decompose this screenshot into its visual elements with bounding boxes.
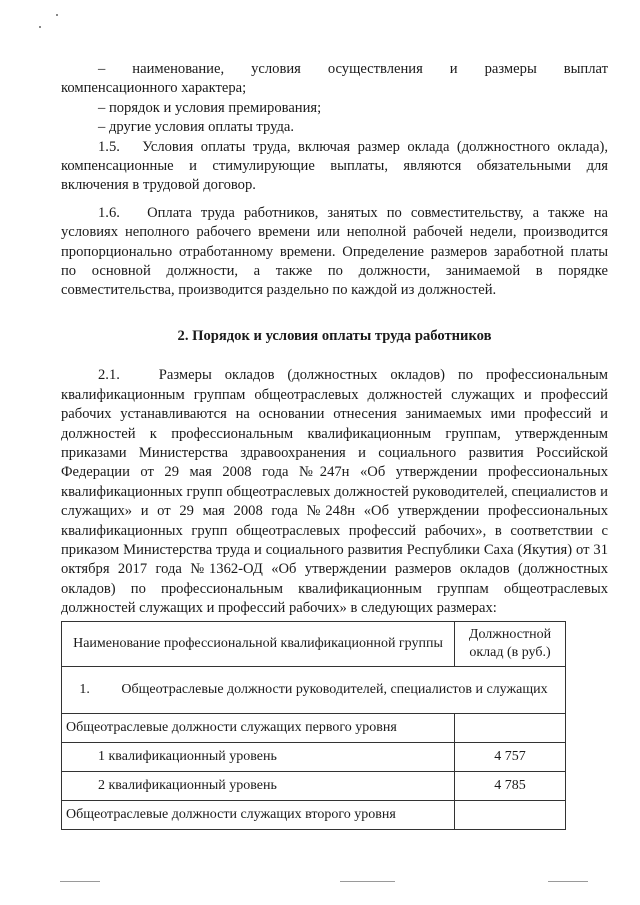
scan-speck [56,14,58,16]
paragraph-1-5 [61,138,608,196]
group-name: Общеотраслевые должности служащих второго уровня [62,800,455,829]
table-row [62,771,566,800]
bullet-remuneration-a: – наименование, условия осуществления и размеры выплат [98,61,608,77]
salary-table [61,621,566,830]
section-title: Общеотраслевые должности руководителей, специалистов и служащих [121,681,548,697]
paragraph-number: 1.5. [98,138,120,155]
paragraph-number: 1.6. [98,204,120,221]
paragraph-2-1 [61,366,608,618]
paragraph-text: Оплата труда работников, занятых по совместительству, а также на условиях неполного рабочего времени или неполной рабочей недели, производится пропорционально отработанному времени. Определение размеров заработной платы по основной должности, а также по должности, занимаемой в порядке совместительства, производится раздельно по каждой из должностей. [61,204,608,299]
group-name: Общеотраслевые должности служащих первого уровня [62,713,455,742]
header-name: Наименование профессиональной квалификационной группы [62,621,455,666]
table-row [62,742,566,771]
section-heading: 2. Порядок и условия оплаты труда работников [177,327,492,344]
bullet-bonus: – порядок и условия премирования; [98,99,322,116]
paragraph-number: 2.1. [98,367,120,384]
level-value: 4 757 [455,742,566,771]
group-value-empty [455,713,566,742]
scan-artifact-line [340,881,395,882]
level-label: 1 квалификационный уровень [62,742,455,771]
document-page [61,60,608,830]
paragraph-1-6 [61,204,608,301]
level-label: 2 квалификационный уровень [62,771,455,800]
bullet-remuneration-b: компенсационного характера; [61,80,247,97]
scan-artifact-line [60,881,100,882]
table-row [62,713,566,742]
section-number: 1. [79,681,90,697]
group-value-empty [455,800,566,829]
paragraph-text: Размеры окладов (должностных окладов) по профессиональным квалификационным группам общеотраслевых должностей служащих и профессий рабочих устанавливаются на основании отнесения занимаемых ими профессий и должностей к профессиональным квалификационным группам, утвержденным приказами Министерства здравоохранения и социального развития Российской Федерации от 29 мая 2008 года №247н «Об утверждении профессиональных квалификационных групп общеотраслевых должностей руководителей, специалистов и служащих» и от 29 мая 2008 года №248н «Об утверждении профессиональных квалификационных групп общеотраслевых профессий рабочих», в соответствии с приказом Министерства труда и социального развития Республики Саха (Якутия) от 31 октября 2017 года №1362-ОД «Об утверждении размеров окладов (должностных окладов) по профессиональным квалификационным группам общеотраслевых должностей служащих и профессий рабочих» в следующих размерах: [61,367,608,617]
level-value: 4 785 [455,771,566,800]
table-header-row [62,621,566,666]
bullet-other: – другие условия оплаты труда. [98,119,295,136]
paragraph-text: Условия оплаты труда, включая размер оклада (должностного оклада), компенсационные и стимулирующие выплаты, являются обязательными для включения в трудовой договор. [61,138,609,194]
scan-speck [39,26,41,28]
header-salary: Должностной оклад (в руб.) [455,621,566,666]
section-cell [62,666,566,713]
table-row [62,800,566,829]
table-section-row [62,666,566,713]
scan-artifact-line [548,881,588,882]
